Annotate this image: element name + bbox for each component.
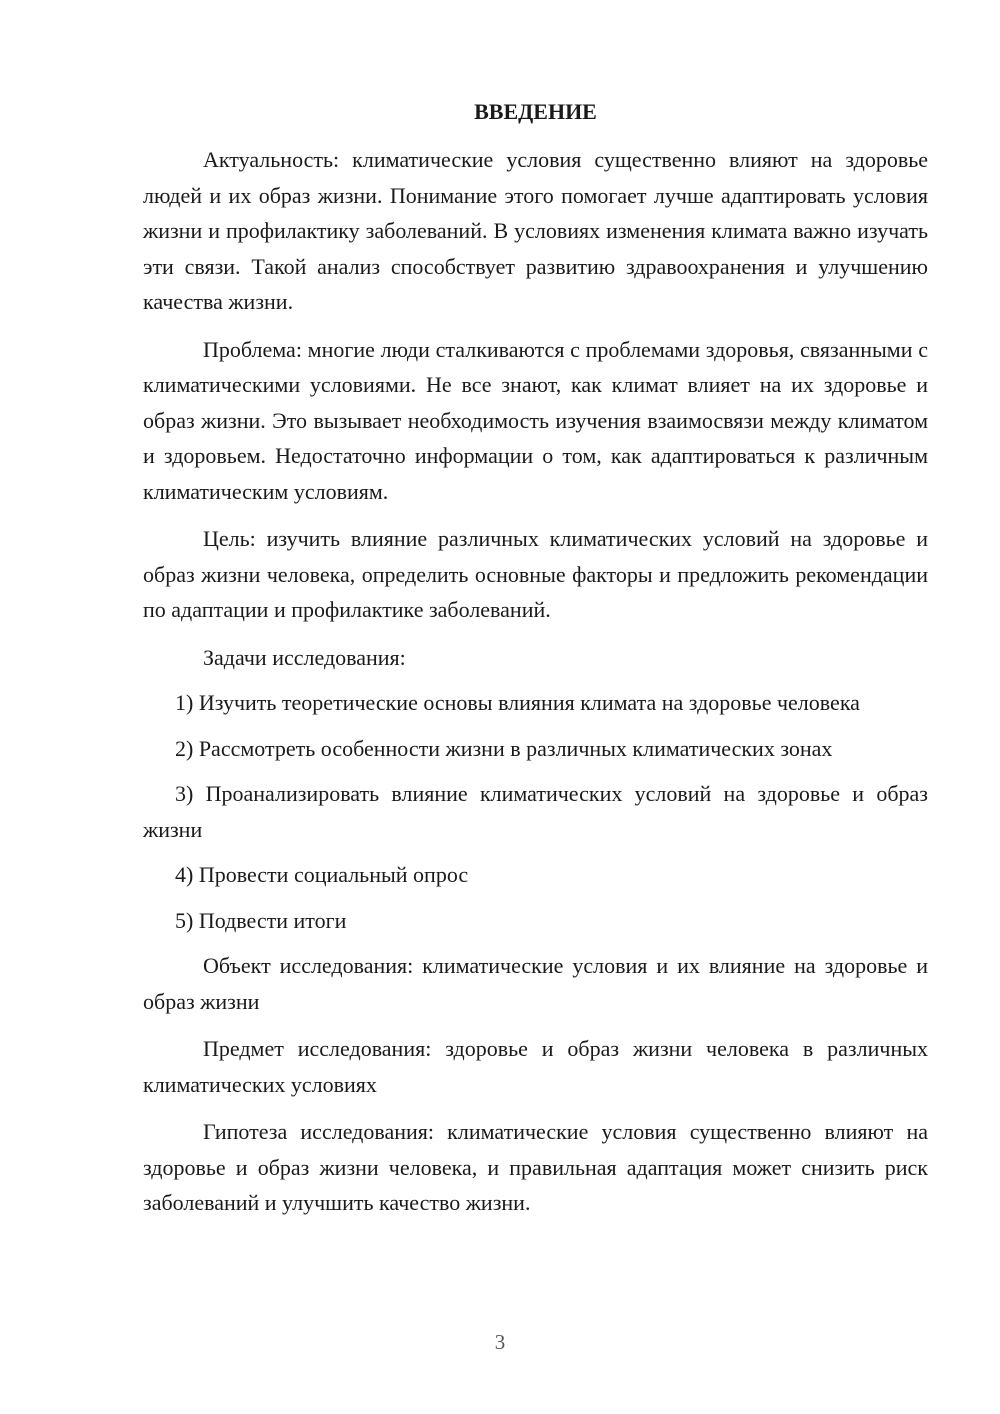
list-item: 3) Проанализировать влияние климатических условий на здоровье и образ жизни (143, 781, 928, 842)
tasks-list (143, 685, 928, 938)
page-title: ВВЕДЕНИЕ (474, 99, 597, 124)
list-item: 2) Рассмотреть особенности жизни в различных климатических зонах (175, 735, 833, 761)
paragraph-object: Объект исследования: климатические условия и их влияние на здоровье и образ жизни (143, 953, 928, 1014)
list-item: 1) Изучить теоретические основы влияния климата на здоровье человека (175, 690, 860, 715)
paragraph-subject: Предмет исследования: здоровье и образ жизни человека в различных климатических условиях (143, 1036, 928, 1097)
paragraph-problem: Проблема: многие люди сталкиваются с проблемами здоровья, связанными с климатическими условиями. Не все знают, как климат влияет на их здоровье и образ жизни. Это вызывает необходимость изучения взаимосвязи между климатом и здоровьем. Недостаточно информации о том, как адаптироваться к различным климатическим условиям. (143, 336, 928, 504)
paragraph-goal: Цель: изучить влияние различных климатических условий на здоровье и образ жизни человека, определить основные факторы и предложить рекомендации по адаптации и профилактике заболеваний. (143, 526, 928, 622)
page-number: 3 (494, 1330, 506, 1354)
tasks-heading: Задачи исследования: (203, 644, 406, 670)
paragraph-relevance: Актуальность: климатические условия существенно влияют на здоровье людей и их образ жизни. Понимание этого помогает лучше адаптировать условия жизни и профилактику заболеваний. В условиях изменения климата важно изучать эти связи. Такой анализ способствует развитию здравоохранения и улучшению качества жизни. (143, 147, 928, 314)
paragraph-hypothesis: Гипотеза исследования: климатические условия существенно влияют на здоровье и образ жизни человека, и правильная адаптация может снизить риск заболеваний и улучшить качество жизни. (143, 1119, 928, 1215)
list-item: 4) Провести социальный опрос (175, 862, 469, 887)
list-item: 5) Подвести итоги (175, 907, 347, 933)
page-content (143, 94, 928, 1233)
